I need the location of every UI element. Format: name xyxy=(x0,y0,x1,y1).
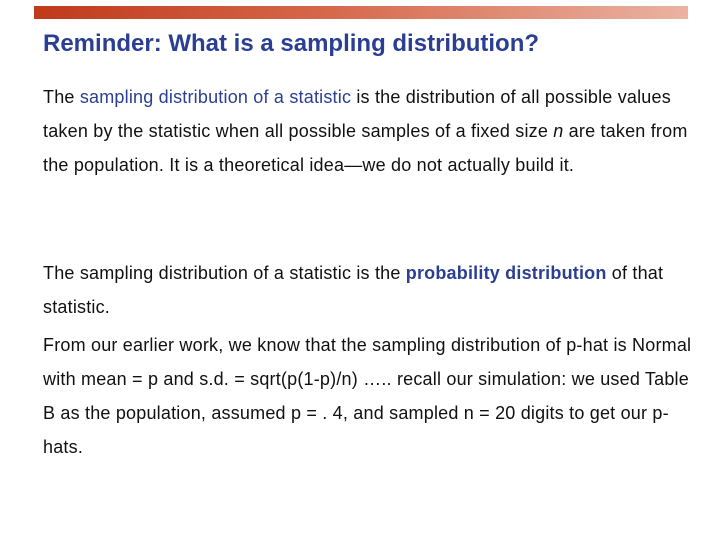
term-probability-distribution: probability distribution xyxy=(405,263,607,283)
definition-paragraph xyxy=(43,80,693,182)
para1-mid: is the distribution of all possible values taken by the statistic when all possible samples of a fixed size xyxy=(43,87,671,141)
para2-post: of that statistic. xyxy=(43,263,664,317)
phat-paragraph: From our earlier work, we know that the sampling distribution of p-hat is Normal with mean = p and s.d. = sqrt(p(1-p)/n) ….. recall our simulation: we used Table B as the population, assumed p = . 4, and sampled n = 20 digits to get our p-hats. xyxy=(43,335,692,457)
para1-post: are taken from the population. It is a theoretical idea—we do not actually build it. xyxy=(43,121,688,175)
para2-pre: The sampling distribution of a statistic is the xyxy=(43,263,406,283)
header-accent-bar xyxy=(34,6,688,19)
para1-pre: The xyxy=(43,87,80,107)
term-sampling-distribution: sampling distribution of a statistic xyxy=(79,87,352,107)
variable-n: n xyxy=(553,121,564,141)
probability-paragraph xyxy=(43,256,693,324)
slide-title: Reminder: What is a sampling distribution? xyxy=(43,30,540,57)
